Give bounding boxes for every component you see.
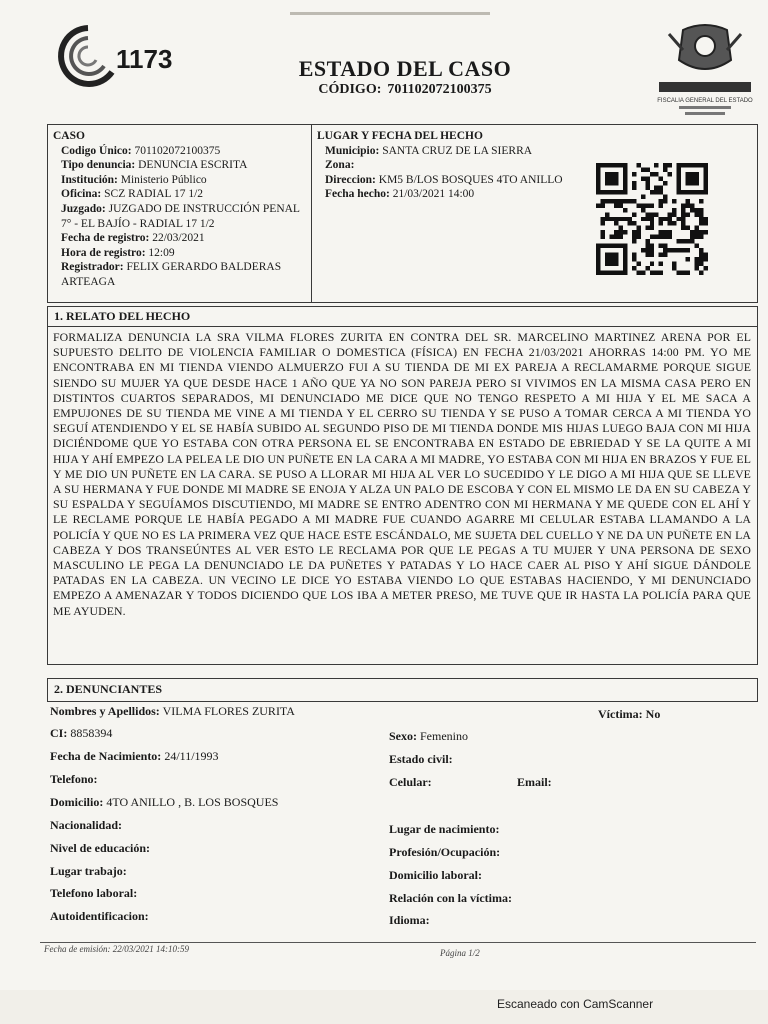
birthdate-value: 24/11/1993 bbox=[164, 749, 219, 763]
name-label: Nombres y Apellidos: bbox=[50, 704, 160, 718]
institution-row bbox=[53, 173, 308, 188]
phone-label: Telefono: bbox=[50, 772, 98, 786]
email-row bbox=[517, 775, 552, 790]
relationship-label bbox=[389, 891, 512, 906]
registration-date-row bbox=[53, 231, 308, 246]
address-home-value: 4TO ANILLO , B. LOS BOSQUES bbox=[106, 795, 279, 809]
registration-date-value: 22/03/2021 bbox=[152, 232, 205, 245]
logo-1173-icon bbox=[52, 20, 187, 92]
incident-date-value: 21/03/2021 14:00 bbox=[392, 188, 475, 201]
victim-value: No bbox=[645, 707, 661, 721]
address-value: KM5 B/LOS BOSQUES 4TO ANILLO bbox=[378, 173, 563, 186]
civil-status-row bbox=[389, 752, 453, 767]
language-label bbox=[389, 913, 430, 928]
office-label: Oficina: bbox=[61, 188, 102, 201]
zone-label: Zona: bbox=[325, 159, 355, 172]
code-label: CÓDIGO: bbox=[318, 82, 382, 97]
institution-label: Institución: bbox=[61, 173, 118, 186]
municipality-value: SANTA CRUZ DE LA SIERRA bbox=[382, 144, 533, 157]
sex-row bbox=[389, 729, 468, 744]
narrative-text: FORMALIZA DENUNCIA LA SRA VILMA FLORES ZURITA EN CONTRA DEL SR. MARCELINO MARTINEZ ARENA POR EL SUPUESTO DELITO DE VIOLENCIA FAMILIAR O DOMESTICA (FÍSICA) EN FECHA 21/03/2021 AHORRAS 14:00 PM. YO ME ENCONTRABA EN MI TIENDA VIENDO ALMUERZO FUI A SU TIENDA DE MI EX PAREJA A RECLAMARME PORQUE SIGUE SIENDO SU MUJER YA QUE DESDE HACE 1 AÑO QUE YA NO SON PAREJA PERO SI VIVIMOS EN LA MISMA CASA PERO EN DISTINTOS CUARTOS SEPARADOS, MI DENUNCIADO ME DICE QUE NO TENGO RESPETO A MI HIJA Y EL ME SACA A EMPUJONES DE SU TIENDA ME VINE A MI TIENDA Y EL CERRO SU TIENDA Y SE PUSO A TOMAR CERCA A MI TIENDA YO SEGUÍ ATENDIENDO Y EL SE HABÍA SUBIDO AL SEGUNDO PISO DE MI TIENDA DONDE MIS HIJAS LUEGO BAJA CON MI HIJA DICIÉNDOME QUE YO ESTABA CON OTRA PERSONA EL SE ENCONTRABA EN ESTADO DE EBRIEDAD Y SE LA QUITE A MI HIJA Y AHÍ EMPEZO LA PELEA LE DIO UN PUÑETE EN LA CARA A MI MADRE, YO ESTABA CON MI HIJA EN BRAZOS Y FUE EL Y ME DIO UN PUÑETE EN LA CARA. SE PUSO A LLORAR MI HIJA AL VER LO SUCEDIDO Y LE DIGO A MI HIJA QUE SE LLEVE A SU HERMANA Y FUE DONDE MI MADRE SE ENOJA Y ALZA UN PALO DE ESCOBA Y CON EL MISMO LE DA EN SU CABEZA Y SU ESPALDA Y SEGUÍAMOS DISCUTIENDO, MI MADRE SE ENTRO ADENTRO CON MI HERMANA Y ME QUEDE CON EL AHÍ Y LE RECLAME PORQUE LE HABÍA PEGADO A MI MADRE FUE CUANDO AGARRE MI CELULAR ESTABA LLAMANDO A LA POLICÍA Y QUE NO ES LA PRIMERA VEZ QUE HACE ESTE ESCÁNDALO, ME SUJETA DEL CUELLO Y NE DA UN PUÑETE EN LA CABEZA Y DOS TRANSEÚNTES AL VER ESTO LE RECLAMA POR QUE LE PEGAS A TU MUJER Y UNA PERSONA DE SEXO MASCULINO LE PEGA LA DENUNCIADO LE DA PUÑETES Y PATADAS Y LO HACE CAER AL PISO Y AHÍ SIGUE DÁNDOLE PATADAS EN LA CABEZA. UN VECINO LE DICE YO ESTABA VIENDO LO QUE ESTABAS HACIENDO, Y MI DENUNCIADO EMPEZO A AMENAZAR Y TODOS DICIENDO QUE LOS IBA A METER PRESO, ME TUVE QUE IR HASTA LA POLICÍA PARA QUE ME AYUDEN. bbox=[53, 330, 751, 618]
municipality-label: Municipio: bbox=[325, 144, 380, 157]
work-address-label bbox=[389, 868, 482, 883]
incident-date-row bbox=[317, 187, 577, 202]
language-label-text: Idioma: bbox=[389, 913, 430, 927]
scanner-watermark: Escaneado con CamScanner bbox=[497, 997, 654, 1011]
registration-time-label: Hora de registro: bbox=[61, 246, 146, 259]
narrative-section-title: 1. RELATO DEL HECHO bbox=[48, 307, 757, 327]
court-row bbox=[53, 202, 308, 231]
footer-divider bbox=[40, 942, 756, 943]
nationality-label bbox=[50, 818, 122, 833]
complainants-section-title: 2. DENUNCIANTES bbox=[54, 682, 163, 696]
relationship-label-text: Relación con la víctima: bbox=[389, 891, 512, 905]
address-home-label: Domicilio: bbox=[50, 795, 104, 809]
mobile-label: Celular: bbox=[389, 775, 432, 789]
place-column bbox=[317, 129, 577, 202]
complaint-type-value: DENUNCIA ESCRITA bbox=[138, 159, 248, 172]
phone-row bbox=[50, 772, 98, 787]
complainants-header-box bbox=[47, 678, 758, 702]
case-code-label: Codigo Único: bbox=[61, 144, 132, 157]
case-column bbox=[53, 129, 308, 290]
workplace-label-text: Lugar trabajo: bbox=[50, 864, 127, 878]
coat-of-arms-seal-icon bbox=[655, 20, 755, 120]
column-divider bbox=[311, 125, 312, 302]
profession-label-text: Profesión/Ocupación: bbox=[389, 845, 501, 859]
self-identification-label-text: Autoidentificacion: bbox=[50, 909, 149, 923]
registrar-row bbox=[53, 260, 308, 289]
ci-label: CI: bbox=[50, 726, 68, 740]
page-number: Página 1/2 bbox=[440, 948, 480, 958]
birthdate-label: Fecha de Nacimiento: bbox=[50, 749, 162, 763]
logo-text: 1173 bbox=[116, 44, 173, 74]
office-value: SCZ RADIAL 17 1/2 bbox=[104, 188, 204, 201]
education-label bbox=[50, 841, 150, 856]
sex-value: Femenino bbox=[420, 729, 468, 743]
name-value: VILMA FLORES ZURITA bbox=[162, 704, 295, 718]
office-row bbox=[53, 187, 308, 202]
court-label: Juzgado: bbox=[61, 202, 106, 215]
case-code-value: 701102072100375 bbox=[134, 144, 221, 157]
birthplace-label bbox=[389, 822, 499, 837]
complaint-type-row bbox=[53, 158, 308, 173]
address-home-row bbox=[50, 795, 278, 810]
self-identification-label bbox=[50, 909, 149, 924]
mobile-row bbox=[389, 775, 432, 790]
complaint-type-label: Tipo denuncia: bbox=[61, 159, 136, 172]
profession-label bbox=[389, 845, 500, 860]
case-code-row bbox=[53, 144, 308, 159]
registration-date-label: Fecha de registro: bbox=[61, 232, 150, 245]
birthplace-label-text: Lugar de nacimiento: bbox=[389, 822, 500, 836]
name-row bbox=[50, 704, 295, 719]
case-section-title: CASO bbox=[53, 130, 85, 142]
registrar-value: FELIX GERARDO BALDERAS ARTEAGA bbox=[61, 261, 282, 288]
victim-label: Víctima: bbox=[598, 707, 643, 721]
email-label: Email: bbox=[517, 775, 552, 789]
ci-value: 8858394 bbox=[70, 726, 113, 740]
municipality-row bbox=[317, 144, 577, 159]
place-section-title: LUGAR Y FECHA DEL HECHO bbox=[317, 130, 483, 142]
civil-status-label: Estado civil: bbox=[389, 752, 453, 766]
registrar-label: Registrador: bbox=[61, 261, 124, 274]
zone-row bbox=[317, 158, 577, 173]
sex-label: Sexo: bbox=[389, 729, 417, 743]
education-label-text: Nivel de educación: bbox=[50, 841, 150, 855]
address-row bbox=[317, 173, 577, 188]
incident-date-label: Fecha hecho: bbox=[325, 188, 390, 201]
seal-text: FISCALIA GENERAL DEL ESTADO bbox=[657, 98, 753, 104]
case-info-box bbox=[47, 124, 758, 303]
nationality-label-text: Nacionalidad: bbox=[50, 818, 123, 832]
birthdate-row bbox=[50, 749, 219, 764]
registration-time-row bbox=[53, 246, 308, 261]
registration-time-value: 12:09 bbox=[148, 246, 175, 259]
institution-value: Ministerio Público bbox=[120, 173, 207, 186]
victim-row bbox=[598, 707, 660, 722]
scan-artifact-line bbox=[290, 12, 490, 15]
work-phone-label-text: Telefono laboral: bbox=[50, 886, 138, 900]
code-value: 701102072100375 bbox=[387, 82, 492, 97]
work-phone-label bbox=[50, 886, 137, 901]
workplace-label bbox=[50, 864, 127, 879]
issue-date: Fecha de emisión: 22/03/2021 14:10:59 bbox=[44, 944, 189, 954]
document-code bbox=[250, 82, 560, 98]
ci-row bbox=[50, 726, 112, 741]
address-label: Direccion: bbox=[325, 173, 376, 186]
court-value: JUZGADO DE INSTRUCCIÓN PENAL 7° - EL BAJÍO - RADIAL 17 1/2 bbox=[61, 202, 300, 230]
qr-code-icon bbox=[596, 163, 708, 275]
page-title: ESTADO DEL CASO bbox=[298, 56, 512, 81]
narrative-box bbox=[47, 306, 758, 665]
work-address-label-text: Domicilio laboral: bbox=[389, 868, 482, 882]
